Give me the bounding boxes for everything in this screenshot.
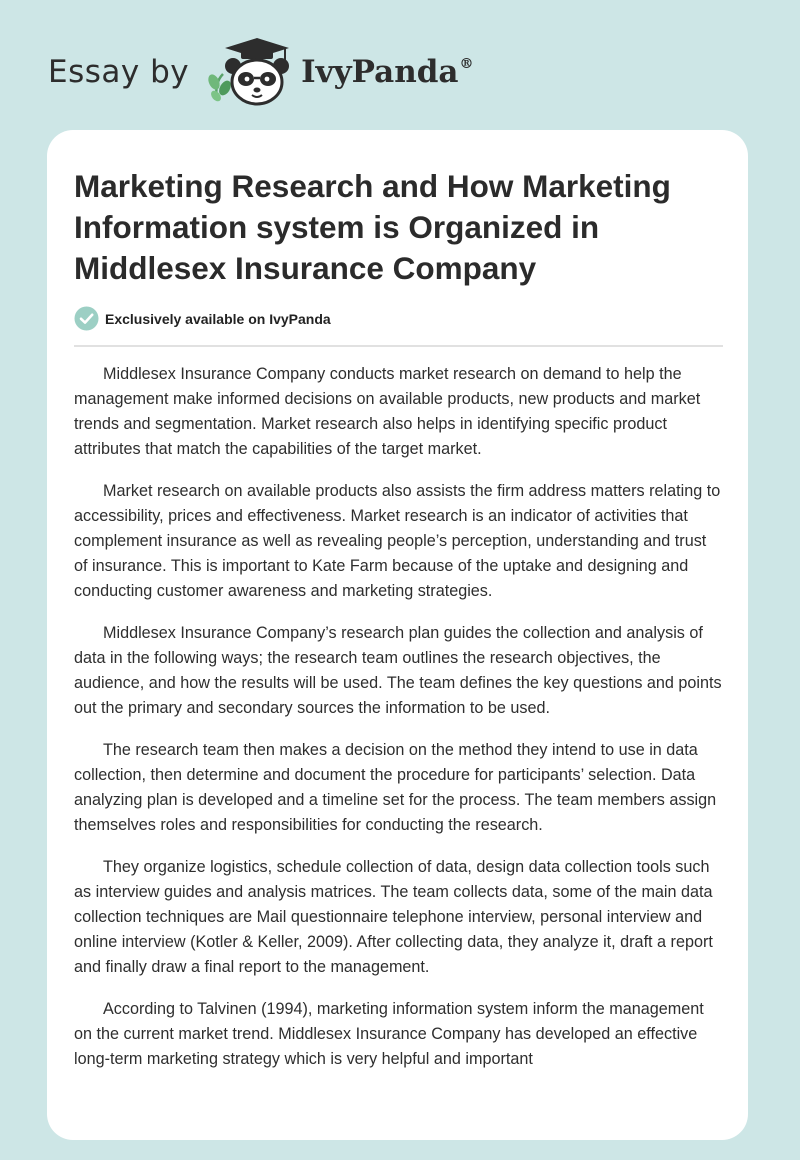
paragraph: Middlesex Insurance Company’s research plan guides the collection and analysis of data in the following ways; the research team outlines the research objectives, the audience, and how the results will be used. The team defines the key questions and points out the primary and secondary sources the information to be used. [74, 624, 722, 717]
paragraph: Market research on available products also assists the firm address matters relating to accessibility, prices and effectiveness. Market research is an indicator of activities that complement insurance as well as revealing people’s perception, understanding and trust of insurance. This is important to Kate Farm because of the uptake and designing and conducting customer awareness and marketing strategies. [74, 482, 721, 600]
exclusive-badge [74, 306, 331, 331]
divider [74, 345, 723, 347]
registered-mark: ® [459, 56, 474, 72]
essay-body [74, 362, 724, 1089]
paragraph: According to Talvinen (1994), marketing information system inform the management on the current market trend. Middlesex Insurance Company has developed an effective long-term marketing strategy which is very helpful and important [74, 1000, 704, 1068]
exclusive-label: Exclusively available on IvyPanda [105, 310, 331, 327]
paragraph: They organize logistics, schedule collection of data, design data collection tools such as interview guides and analysis matrices. The team collects data, some of the main data collection techniques are Mail questionnaire telephone interview, personal interview and online interview (Kotler & Keller, 2009). After collecting data, they analyze it, draft a report and finally draw a final report to the management. [74, 858, 713, 976]
essay-by-label: Essay by [48, 54, 190, 90]
page-title: Marketing Research and How Marketing Information system is Organized in Middlesex Insurance Company [74, 168, 671, 286]
site-header [48, 36, 474, 108]
panda-logo-icon[interactable] [203, 36, 295, 108]
paragraph: The research team then makes a decision on the method they intend to use in data collection, then determine and document the procedure for participants’ selection. Data analyzing plan is developed and a timeline set for the process. The team members assign themselves roles and responsibilities for conducting the research. [74, 741, 717, 834]
check-circle-icon [74, 306, 99, 331]
brand-name[interactable]: IvyPanda® [301, 54, 474, 90]
essay-card [47, 130, 748, 1140]
paragraph: Middlesex Insurance Company conducts market research on demand to help the management make informed decisions on available products, new products and market trends and segmentation. Market research also helps in identifying specific product attributes that match the capabilities of the target market. [74, 365, 701, 458]
